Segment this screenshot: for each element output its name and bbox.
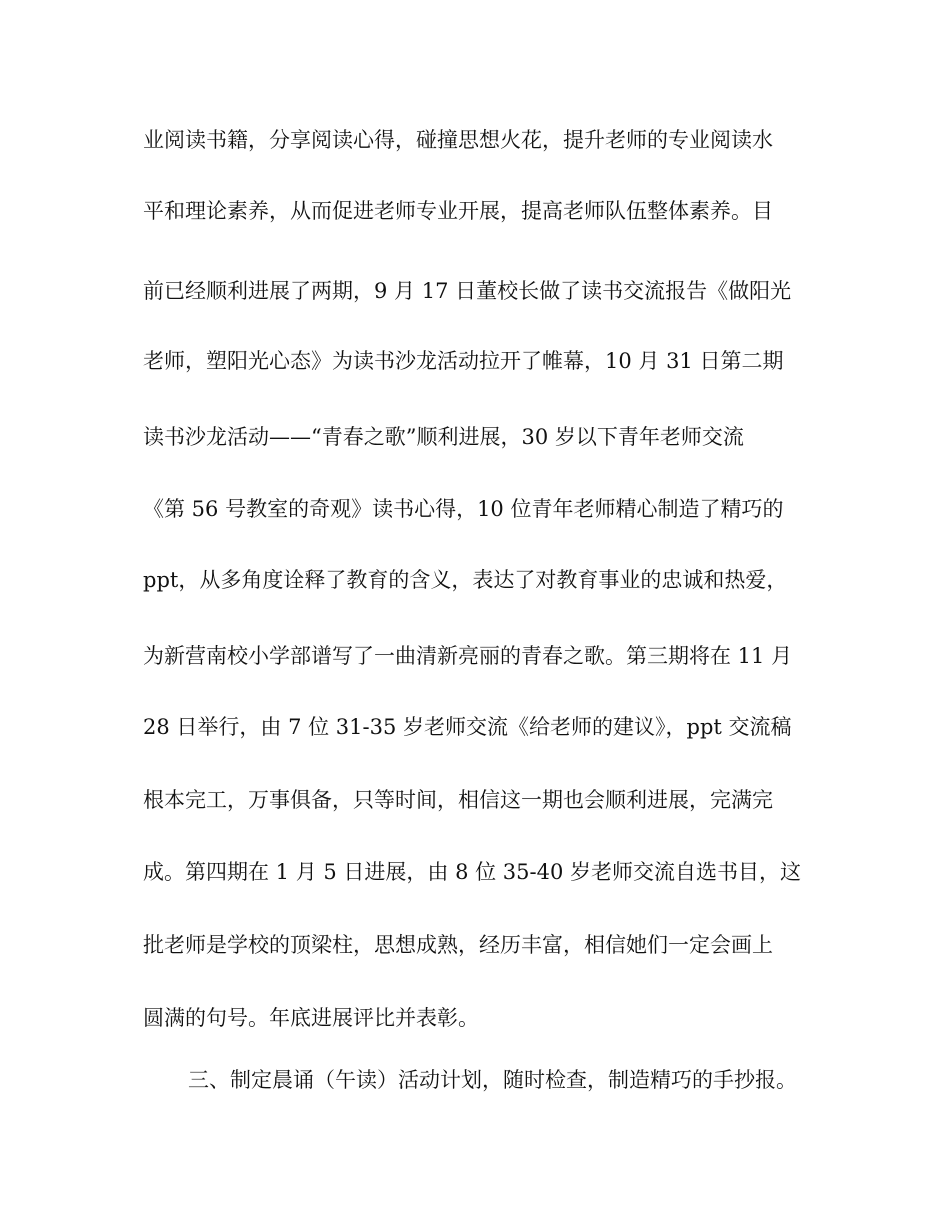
text-line: 成。第四期在 1 月 5 日进展，由 8 位 35-40 岁老师交流自选书目，这 bbox=[143, 860, 802, 884]
text-line: 平和理论素养，从而促进老师专业开展，提高老师队伍整体素养。目 bbox=[143, 199, 773, 223]
text-line: 读书沙龙活动——“青春之歌”顺利进展，30 岁以下青年老师交流 bbox=[143, 425, 744, 449]
text-line: 根本完工，万事俱备，只等时间，相信这一期也会顺利进展，完满完 bbox=[143, 788, 773, 812]
text-line: 批老师是学校的顶梁柱，思想成熟，经历丰富，相信她们一定会画上 bbox=[143, 933, 773, 957]
text-line: 为新营南校小学部谱写了一曲清新亮丽的青春之歌。第三期将在 11 月 bbox=[143, 644, 793, 668]
text-line: 业阅读书籍，分享阅读心得，碰撞思想火花，提升老师的专业阅读水 bbox=[143, 128, 773, 152]
text-line: ppt，从多角度诠释了教育的含义，表达了对教育事业的忠诚和热爱， bbox=[143, 568, 788, 592]
text-line: 28 日举行，由 7 位 31-35 岁老师交流《给老师的建议》，ppt 交流稿 bbox=[143, 715, 792, 739]
text-line: 圆满的句号。年底进展评比并表彰。 bbox=[143, 1006, 479, 1030]
text-line: 老师，塑阳光心态》为读书沙龙活动拉开了帷幕，10 月 31 日第二期 bbox=[143, 349, 784, 373]
text-line: 前已经顺利进展了两期，9 月 17 日董校长做了读书交流报告《做阳光 bbox=[143, 279, 792, 303]
text-line: 《第 56 号教室的奇观》读书心得，10 位青年老师精心制造了精巧的 bbox=[143, 497, 784, 521]
section-heading-line: 三、制定晨诵（午读）活动计划，随时检查，制造精巧的手抄报。 bbox=[188, 1068, 797, 1092]
